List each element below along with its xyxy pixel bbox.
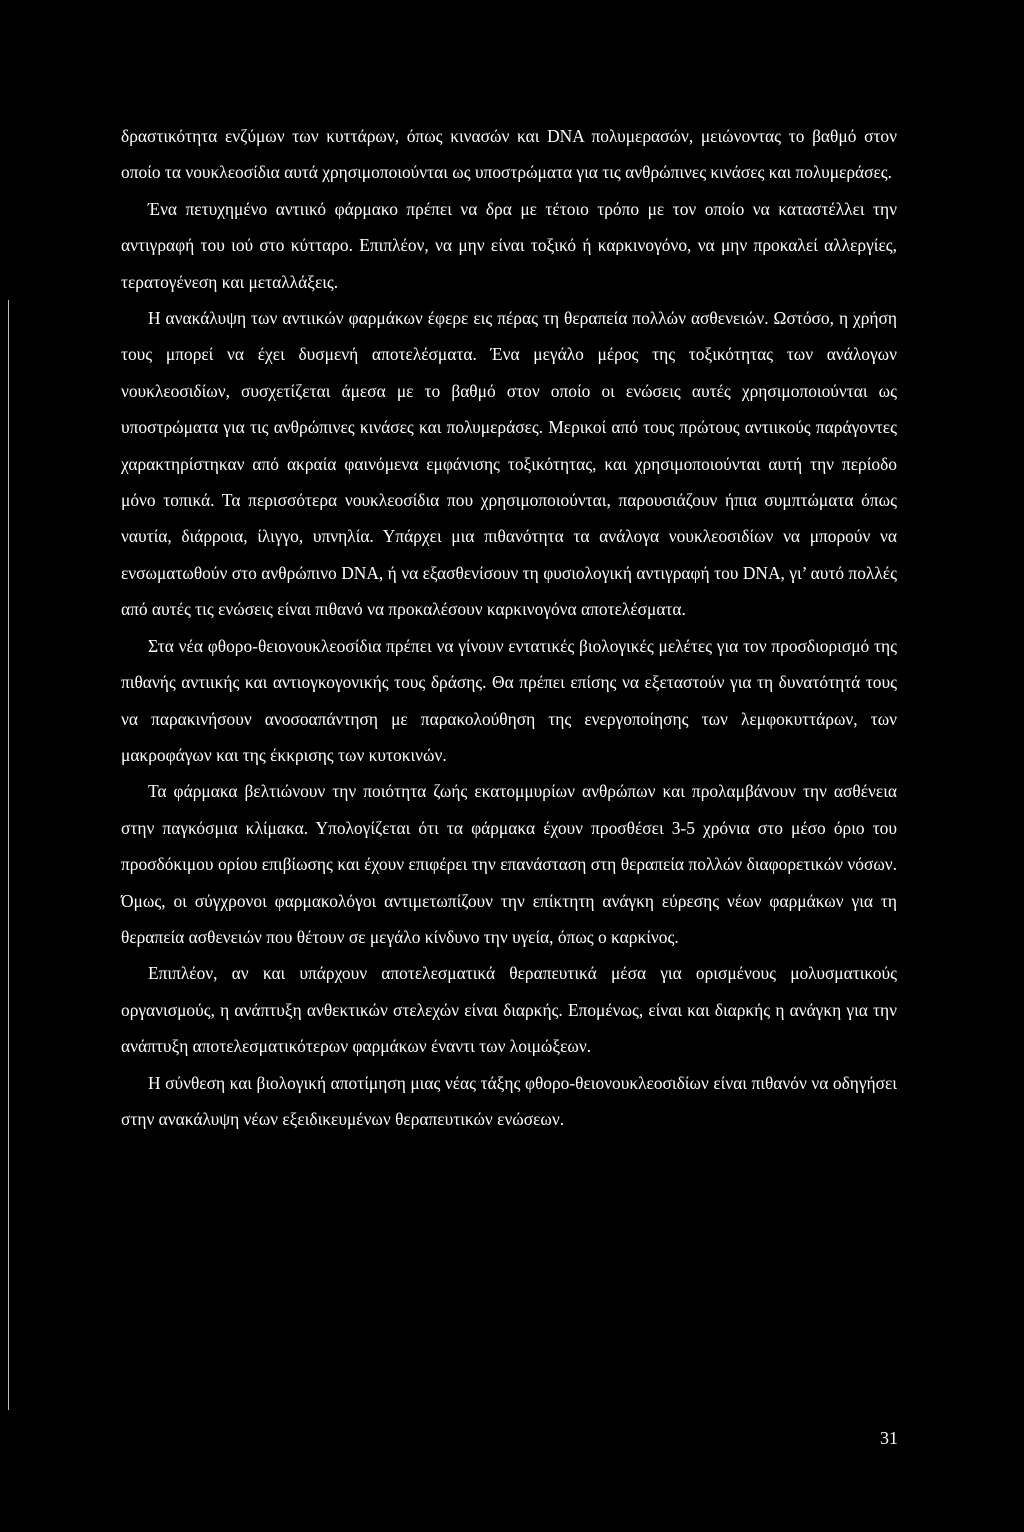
body-text	[121, 118, 897, 1137]
page-number: 31	[880, 1428, 898, 1448]
paragraph-7: Η σύνθεση και βιολογική αποτίμηση μιας νέας τάξης φθορο-θειονουκλεοσιδίων είναι πιθανόν να οδηγήσει στην ανακάλυψη νέων εξειδικευμένων θεραπευτικών ενώσεων.	[121, 1072, 897, 1129]
paragraph-1: δραστικότητα ενζύμων των κυττάρων, όπως κινασών και DNA πολυμερασών, μειώνοντας το βαθμό στον οποίο τα νουκλεοσίδια αυτά χρησιμοποιούνται ως υποστρώματα για τις ανθρώπινες κινάσες και πολυμεράσες.	[121, 126, 897, 183]
paragraph-2: Ένα πετυχημένο αντιικό φάρμακο πρέπει να δρα με τέτοιο τρόπο με τον οποίο να καταστέλλει την αντιγραφή του ιού στο κύτταρο. Επιπλέον, να μην είναι τοξικό ή καρκινογόνο, να μην προκαλεί αλλεργίες, τερατογένεση και μεταλλάξεις.	[121, 198, 897, 292]
paragraph-4: Στα νέα φθορο-θειονουκλεοσίδια πρέπει να γίνουν εντατικές βιολογικές μελέτες για τον προσδιορισμό της πιθανής αντιικής και αντιογκογονικής τους δράσης. Θα πρέπει επίσης να εξεταστούν για τη δυνατότητά τους να παρακινήσουν ανοσοαπάντηση με παρακολούθηση της ενεργοποίησης των λεμφοκυττάρων, των μακροφάγων και της έκκρισης των κυτοκινών.	[121, 635, 897, 765]
paragraph-5: Τα φάρμακα βελτιώνουν την ποιότητα ζωής εκατομμυρίων ανθρώπων και προλαμβάνουν την ασθένεια στην παγκόσμια κλίμακα. Υπολογίζεται ότι τα φάρμακα έχουν προσθέσει 3-5 χρόνια στο μέσο όριο του προσδόκιμου ορίου επιβίωσης και έχουν επιφέρει την επανάσταση στη θεραπεία πολλών διαφορετικών νόσων. Όμως, οι σύγχρονοι φαρμακολόγοι αντιμετωπίζουν την επίκτητη ανάγκη εύρεσης νέων φαρμάκων για τη θεραπεία ασθενειών που θέτουν σε μεγάλο κίνδυνο την υγεία, όπως ο καρκίνος.	[121, 781, 897, 947]
scan-edge-line	[8, 300, 9, 1410]
paragraph-3: Η ανακάλυψη των αντιικών φαρμάκων έφερε εις πέρας τη θεραπεία πολλών ασθενειών. Ωστόσο, η χρήση τους μπορεί να έχει δυσμενή αποτελέσματα. Ένα μεγάλο μέρος της τοξικότητας των ανάλογων νουκλεοσιδίων, συσχετίζεται άμεσα με το βαθμό στον οποίο οι ενώσεις αυτές χρησιμοποιούνται ως υποστρώματα για τις ανθρώπινες κινάσες και πολυμεράσες. Μερικοί από τους πρώτους αντιικούς παράγοντες χαρακτηρίστηκαν από ακραία φαινόμενα εμφάνισης τοξικότητας, και χρησιμοποιούνται αυτή την περίοδο μόνο τοπικά. Τα περισσότερα νουκλεοσίδια που χρησιμοποιούνται, παρουσιάζουν ήπια συμπτώματα όπως ναυτία, διάρροια, ίλιγγο, υπνηλία. Υπάρχει μια πιθανότητα τα ανάλογα νουκλεοσιδίων να μπορούν να ενσωματωθούν στο ανθρώπινο DNA, ή να εξασθενίσουν τη φυσιολογική αντιγραφή του DNA, γι’ αυτό πολλές από αυτές τις ενώσεις είναι πιθανό να προκαλέσουν καρκινογόνα αποτελέσματα.	[121, 308, 897, 620]
paragraph-6: Επιπλέον, αν και υπάρχουν αποτελεσματικά θεραπευτικά μέσα για ορισμένους μολυσματικούς οργανισμούς, η ανάπτυξη ανθεκτικών στελεχών είναι διαρκής. Επομένως, είναι και διαρκής η ανάγκη για την ανάπτυξη αποτελεσματικότερων φαρμάκων έναντι των λοιμώξεων.	[121, 963, 897, 1057]
